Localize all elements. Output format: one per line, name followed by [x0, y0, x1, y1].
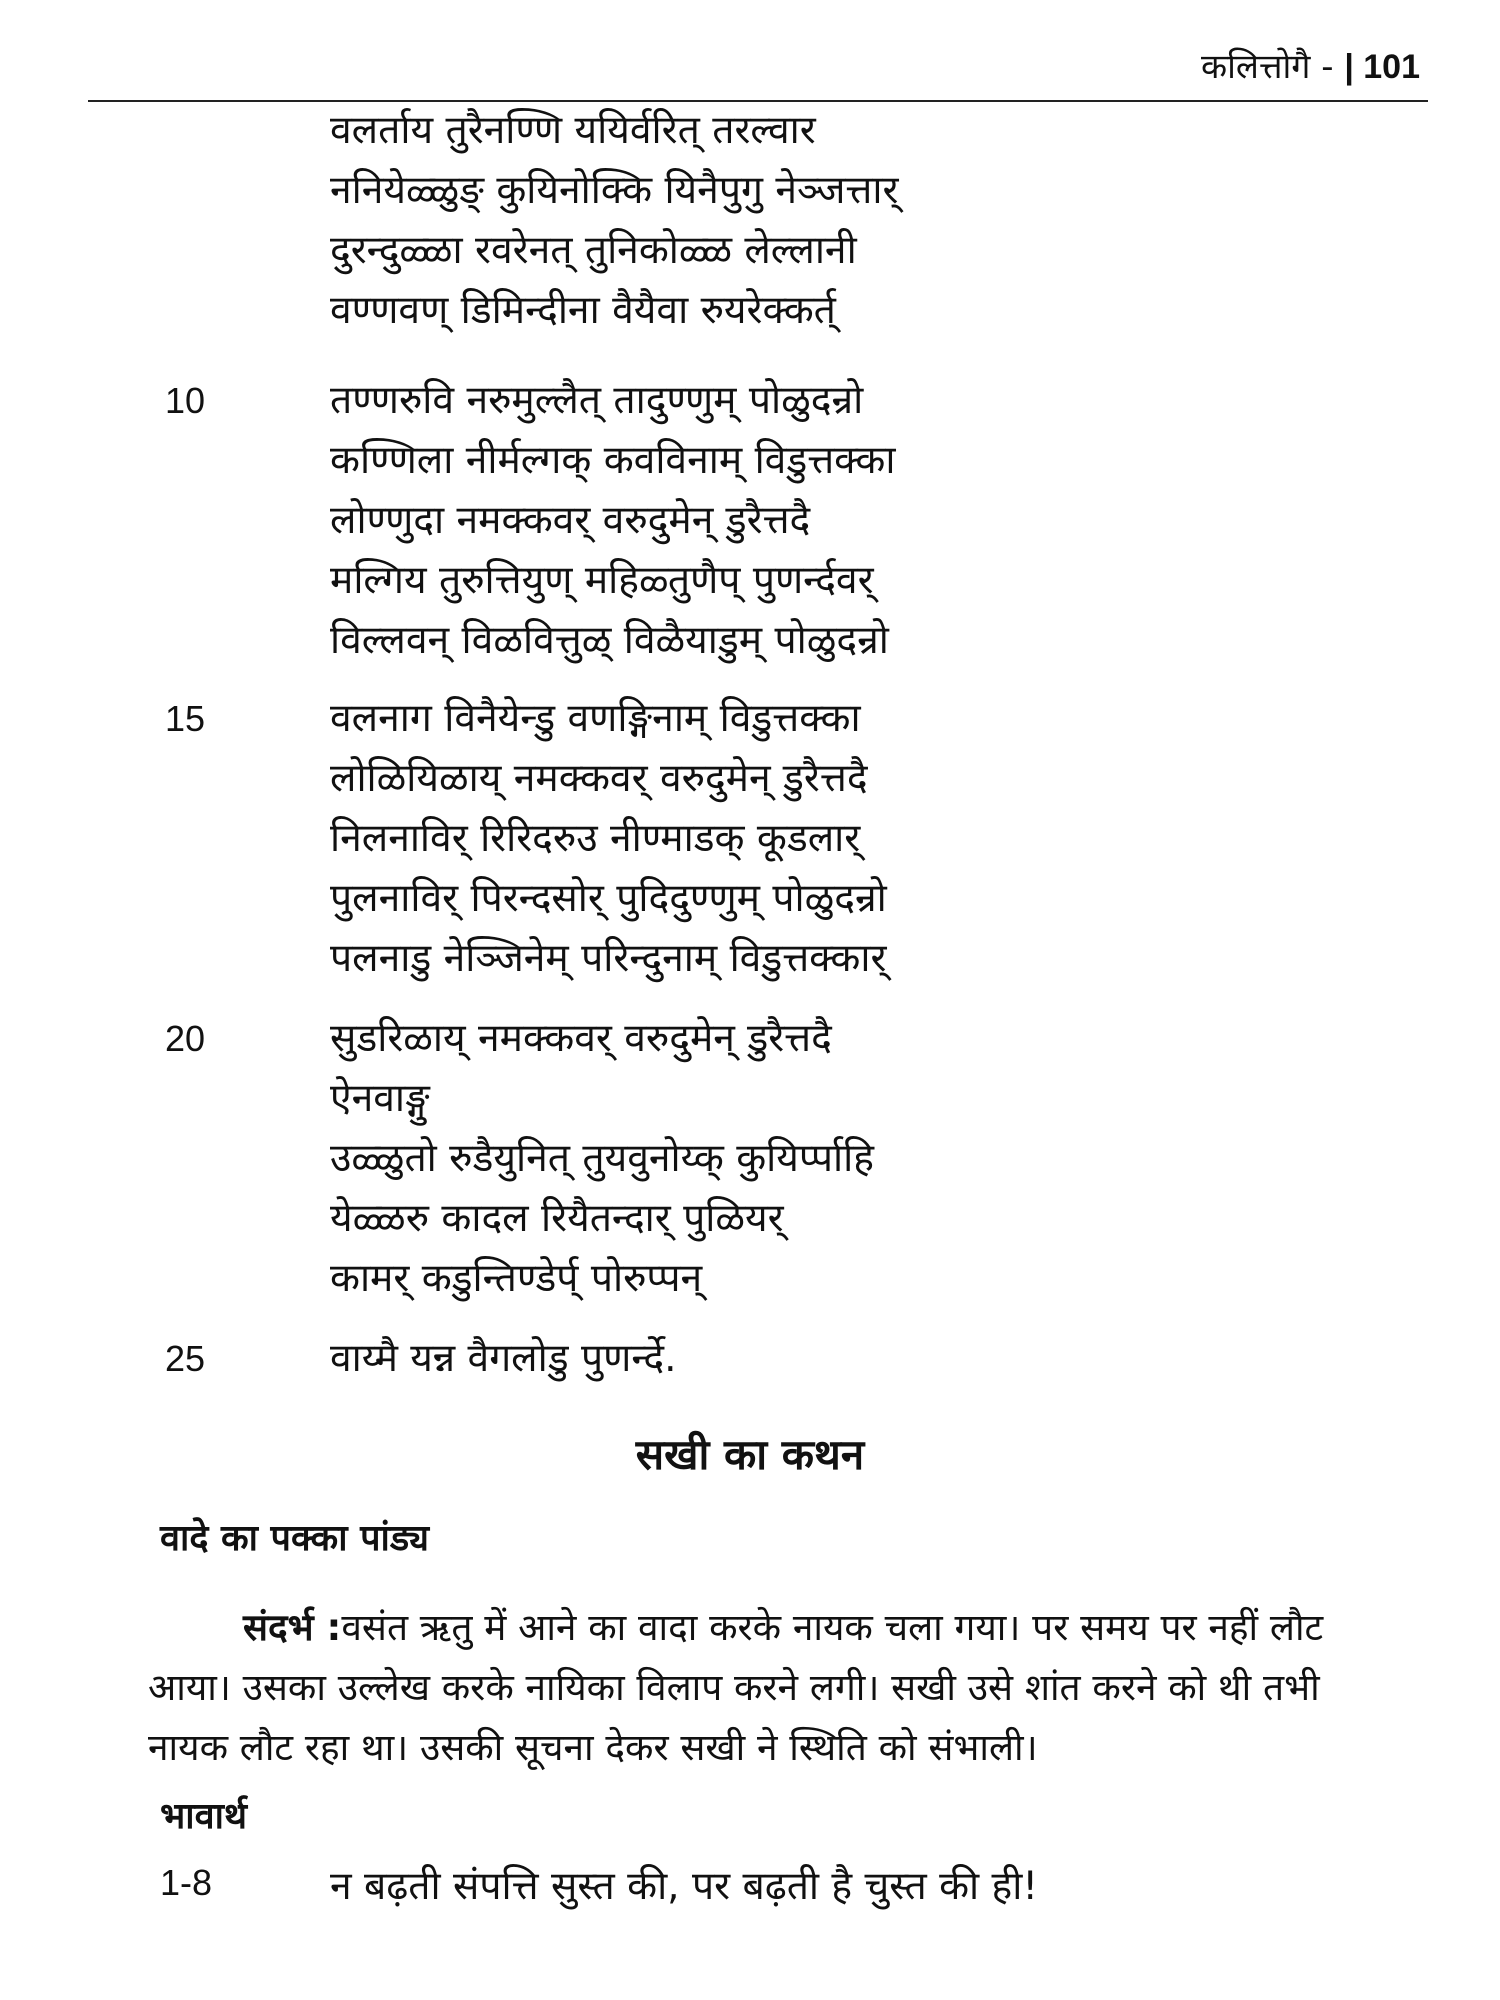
verse-line: ऐनवाङ्गु — [330, 1076, 430, 1121]
line-number: 10 — [165, 380, 206, 421]
verse-line: पलनाडु नेञ्जिनेम् परिन्दुनाम् विडुत्तक्कार् — [330, 936, 887, 981]
line-number: 1-8 — [160, 1862, 213, 1903]
book-title: कलित्तोगै - — [1201, 47, 1334, 87]
verse-line: लोण्णुदा नमक्कवर् वरुदुमेन् डुरैत्तदै — [330, 498, 811, 543]
subheading-meaning: भावार्थ — [160, 1796, 247, 1837]
verse-line: सुडरिळाय् नमक्कवर् वरुदुमेन् डुरैत्तदै — [330, 1016, 832, 1061]
subheading-promise: वादे का पक्का पांड्य — [160, 1518, 429, 1559]
section-title: सखी का कथन — [635, 1430, 865, 1479]
verse-line: येळ्ळरु कादल रियैतन्दार् पुळियर् — [330, 1196, 784, 1241]
verse-line: कामर् कडुन्तिण्डेर्प् पोरुप्पन् — [330, 1256, 703, 1301]
context-label: संदर्भ : — [243, 1606, 342, 1649]
page-header — [1201, 42, 1420, 88]
verse-line: कण्णिला नीर्मल्गक् कवविनाम् विडुत्तक्का — [330, 438, 896, 483]
line-number: 20 — [165, 1018, 206, 1059]
verse-line: दुरन्दुळ्ळा रवरेनत् तुनिकोळ्ळ लेल्लानी — [330, 228, 857, 273]
verse-line: पुलनाविर् पिरन्दसोर् पुदिदुण्णुम् पोळुदन्रो — [330, 876, 887, 921]
verse-line: तण्णरुवि नरुमुल्लैत् तादुण्णुम् पोळुदन्रो — [330, 378, 864, 423]
context-paragraph — [148, 1598, 1338, 1778]
verse-line: मल्गिय तुरुत्तियुण् महिळ्तुणैप् पुणर्न्दवर् — [330, 558, 874, 603]
verse-line: लोळियिळाय् नमक्कवर् वरुदुमेन् डुरैत्तदै — [330, 756, 868, 801]
verse-line: वाय्मै यन्न वैगलोडु पुणर्न्दे. — [330, 1336, 677, 1381]
verse-line: वलर्ताय तुरैनण्णि ययिर्वरित् तरल्वार — [330, 108, 816, 153]
line-number: 15 — [165, 698, 206, 739]
verse-line: उळ्ळुतो रुडैयुनित् तुयवुनोय्क् कुयिर्प्पाहि — [330, 1136, 874, 1181]
context-text: वसंत ऋतु में आने का वादा करके नायक चला गया। पर समय पर नहीं लौट आया। उसका उल्लेख करके नायिका विलाप करने लगी। सखी उसे शांत करने को थी तभी नायक लौट रहा था। उसकी सूचना देकर सखी ने स्थिति को संभाली। — [148, 1606, 1324, 1769]
meaning-line: न बढ़ती संपत्ति सुस्त की, पर बढ़ती है चुस्त की ही! — [330, 1864, 1038, 1909]
verse-line: विल्लवन् विळवित्तुळ् विळैयाडुम् पोळुदन्रो — [330, 618, 889, 663]
verse-line: वण्णवण् डिमिन्दीना वैयैवा रुयरेक्कर्त् — [330, 288, 836, 333]
page-number: | 101 — [1344, 48, 1420, 86]
verse-line: निलनाविर् रिरिदरुउ नीण्माडक् कूडलार् — [330, 816, 861, 861]
verse-line: वलनाग विनैयेन्डु वणङ्गिनाम् विडुत्तक्का — [330, 696, 861, 741]
line-number: 25 — [165, 1338, 206, 1379]
verse-line: ननियेळ्ळुङ् कुयिनोक्कि यिनैपुगु नेञ्जत्तार् — [330, 168, 899, 213]
